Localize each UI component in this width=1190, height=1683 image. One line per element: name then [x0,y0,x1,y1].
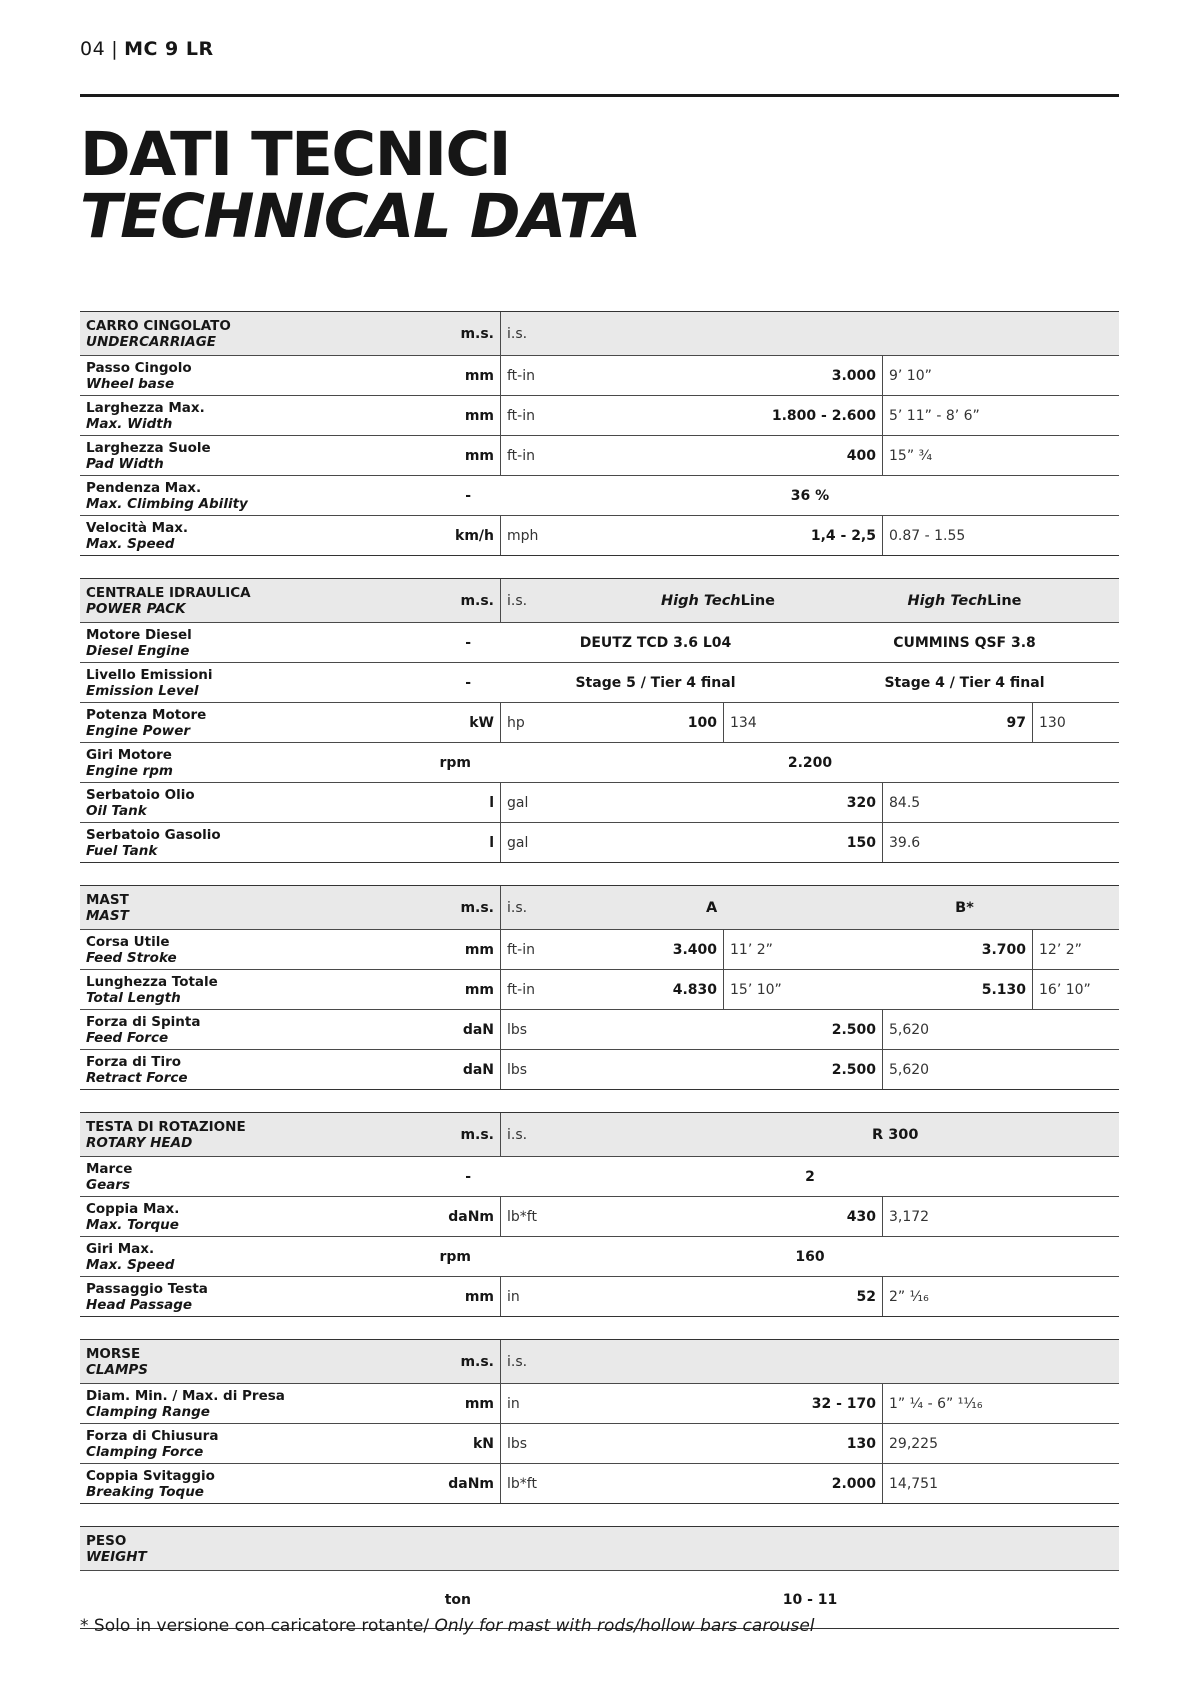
table-row [80,662,1119,702]
label-en: Fuel Tank [86,842,158,859]
imperial-value: 84.5 [889,794,921,811]
label-it: Giri Max. [86,1240,155,1257]
section-title-it: MAST [86,891,129,908]
label-it: Forza di Tiro [86,1053,182,1070]
model-a-value: DEUTZ TCD 3.6 L04 [579,634,732,651]
section-title [80,1113,421,1156]
imperial-system-header: i.s. [507,1353,528,1370]
label-it: Pendenza Max. [86,479,202,496]
column-header-a: A [706,899,718,916]
imperial-unit: ft-in [507,941,535,958]
imperial-unit: hp [507,714,525,731]
imperial-system-header: i.s. [507,325,528,342]
column-header-a-rest: Line [740,592,776,609]
row-label [80,1464,421,1503]
value-cell-a [501,703,724,742]
rotary-head-model: R 300 [872,1126,919,1143]
label-en: Emission Level [86,682,199,699]
column-header-b-italic: High Tech [907,592,988,609]
section-title [80,579,421,622]
value-cell [501,783,883,822]
label-it: Coppia Max. [86,1200,180,1217]
rotary-head-table [80,1112,1119,1317]
row-label [80,1157,421,1196]
imperial-value: 29,225 [889,1435,938,1452]
row-label [80,1010,421,1049]
metric-value: 400 [846,447,876,464]
section-title-en: UNDERCARRIAGE [86,333,217,350]
unit: - [465,634,471,651]
model-name: MC 9 LR [124,38,214,60]
row-label [80,1050,421,1089]
row-label [80,516,421,555]
mast-table [80,885,1119,1090]
metric-system-header: m.s. [421,579,501,622]
section-title-en: CLAMPS [86,1361,149,1378]
imperial-unit: gal [507,834,529,851]
table-row [80,782,1119,822]
value: 160 [795,1248,825,1265]
metric-value: 430 [846,1208,876,1225]
metric-value: 2.500 [831,1061,876,1078]
metric-unit: daNm [421,1464,501,1503]
imperial-value: 5,620 [889,1021,930,1038]
metric-system-header: m.s. [421,1113,501,1156]
imperial-unit: gal [507,794,529,811]
title-english: TECHNICAL DATA [80,181,641,252]
column-header-b: B* [955,899,974,916]
table-row [80,435,1119,475]
table-row [80,1009,1119,1049]
metric-value-b: 3.700 [810,930,1033,969]
imperial-value: 39.6 [889,834,921,851]
label-en: Max. Torque [86,1216,179,1233]
imperial-unit: lb*ft [507,1475,537,1492]
label-it: Serbatoio Olio [86,786,195,803]
value-cell [501,436,883,475]
row-label [80,476,421,515]
model-b-value: CUMMINS QSF 3.8 [893,634,1036,651]
table-header [80,1340,1119,1383]
metric-system-header: m.s. [421,312,501,355]
label-en: Feed Stroke [86,949,177,966]
section-title-it: CARRO CINGOLATO [86,317,231,334]
label-it: Passaggio Testa [86,1280,208,1297]
imperial-value-a: 15’ 10” [730,981,782,998]
value-cell [501,1050,883,1089]
label-en: Max. Speed [86,535,175,552]
footnote-italian: * Solo in versione con caricatore rotante/ [80,1616,435,1636]
imperial-value: 3,172 [889,1208,930,1225]
metric-unit: mm [421,970,501,1009]
label-en: Engine rpm [86,762,173,779]
table-row [80,1463,1119,1503]
label-it: Corsa Utile [86,933,170,950]
spec-tables [80,311,1119,1651]
label-en: Wheel base [86,375,175,392]
label-en: Max. Climbing Ability [86,495,248,512]
table-row [80,475,1119,515]
label-en: Clamping Force [86,1443,204,1460]
metric-unit: mm [421,1384,501,1423]
table-row [80,1423,1119,1463]
imperial-unit: lbs [507,1021,528,1038]
value-cell [501,1010,883,1049]
model-b-value: Stage 4 / Tier 4 final [884,674,1045,691]
table-row [80,1236,1119,1276]
imperial-unit: lbs [507,1061,528,1078]
label-en: Clamping Range [86,1403,210,1420]
column-header-b-rest: Line [987,592,1022,609]
metric-system-header: m.s. [421,886,501,929]
table-row [80,1383,1119,1423]
imperial-value-b: 130 [1039,714,1066,731]
label-en: Head Passage [86,1296,193,1313]
header-separator: | [111,38,119,60]
metric-value-b: 97 [810,703,1033,742]
metric-value: 320 [846,794,876,811]
section-title [80,1527,1119,1570]
section-title [80,1340,421,1383]
unit: - [465,487,471,504]
metric-value: 1,4 - 2,5 [810,527,876,544]
metric-value: 1.800 - 2.600 [771,407,876,424]
table-row [80,742,1119,782]
label-it: Velocità Max. [86,519,189,536]
page-number: 04 [80,38,106,60]
table-row [80,1196,1119,1236]
imperial-value-b: 16’ 10” [1039,981,1091,998]
imperial-unit: lb*ft [507,1208,537,1225]
imperial-unit: ft-in [507,447,535,464]
unit: - [465,1168,471,1185]
table-row [80,702,1119,742]
value: 36 % [790,487,830,504]
metric-value-b: 5.130 [810,970,1033,1009]
imperial-value: 15” ³⁄₄ [889,447,933,464]
label-it: Diam. Min. / Max. di Presa [86,1387,285,1404]
section-title-it: PESO [86,1532,127,1549]
section-title-it: MORSE [86,1345,141,1362]
value-cell [501,1464,883,1503]
label-it: Passo Cingolo [86,359,192,376]
imperial-unit: mph [507,527,539,544]
row-label [80,970,421,1009]
value-cell [501,356,883,395]
weight-unit: ton [444,1591,471,1608]
imperial-value: 9’ 10” [889,367,932,384]
label-en: Max. Speed [86,1256,175,1273]
section-title-en: POWER PACK [86,600,186,617]
metric-value: 32 - 170 [811,1395,876,1412]
label-en: Max. Width [86,415,173,432]
metric-unit: mm [421,930,501,969]
title-italian: DATI TECNICI [80,119,510,190]
label-it: Livello Emissioni [86,666,213,683]
column-header-b [810,579,1119,622]
table-row [80,1156,1119,1196]
metric-unit: kW [421,703,501,742]
table-row [80,822,1119,862]
value-cell [501,1384,883,1423]
metric-value: 150 [846,834,876,851]
unit: - [465,674,471,691]
weight-value: 10 - 11 [782,1591,838,1608]
metric-unit: kN [421,1424,501,1463]
imperial-value: 5’ 11” - 8’ 6” [889,407,980,424]
imperial-value: 1” ¹⁄₄ - 6” ¹¹⁄₁₆ [889,1395,983,1412]
metric-system-header: m.s. [421,1340,501,1383]
row-label [80,703,421,742]
label-it: Marce [86,1160,133,1177]
metric-unit: l [421,783,501,822]
label-it: Giri Motore [86,746,172,763]
table-header [80,579,1119,622]
metric-unit: l [421,823,501,862]
section-title [80,886,421,929]
row-label [80,743,421,782]
row-label [80,436,421,475]
label-en: Engine Power [86,722,191,739]
unit: rpm [439,1248,471,1265]
label-it: Forza di Spinta [86,1013,201,1030]
metric-unit: daN [421,1050,501,1089]
metric-value-a: 100 [687,714,717,731]
imperial-unit: in [507,1395,520,1412]
label-it: Forza di Chiusura [86,1427,219,1444]
imperial-unit: ft-in [507,981,535,998]
imperial-value-a: 11’ 2” [730,941,773,958]
imperial-system-header: i.s. [507,1126,528,1143]
row-label [80,623,421,662]
label-en: Total Length [86,989,181,1006]
table-row [80,622,1119,662]
table-row [80,969,1119,1009]
label-it: Serbatoio Gasolio [86,826,221,843]
table-row [80,515,1119,555]
label-en: Gears [86,1176,131,1193]
page-header [80,38,214,60]
page-title [80,119,641,252]
header-rule [80,94,1119,97]
table-header [80,886,1119,929]
table-row [80,395,1119,435]
metric-value-a: 4.830 [672,981,717,998]
metric-unit: daNm [421,1197,501,1236]
value-cell [501,1424,883,1463]
label-en: Pad Width [86,455,164,472]
table-header [80,312,1119,355]
weight-table [80,1526,1119,1629]
footnote-english: Only for mast with rods/hollow bars carousel [434,1616,815,1636]
row-label [80,663,421,702]
column-header-a [581,579,810,622]
label-it: Coppia Svitaggio [86,1467,215,1484]
section-title-it: TESTA DI ROTAZIONE [86,1118,246,1135]
table-row [80,1276,1119,1316]
power-pack-table [80,578,1119,863]
value-cell [501,516,883,555]
imperial-value: 5,620 [889,1061,930,1078]
section-title-en: MAST [86,907,129,924]
value: 2.200 [787,754,833,771]
row-label [80,1197,421,1236]
label-it: Motore Diesel [86,626,192,643]
value-cell [501,1277,883,1316]
row-label [80,930,421,969]
section-title-it: CENTRALE IDRAULICA [86,584,251,601]
metric-value-a: 3.400 [672,941,717,958]
imperial-unit: ft-in [507,407,535,424]
label-en: Feed Force [86,1029,169,1046]
table-row [80,1049,1119,1089]
label-en: Breaking Toque [86,1483,204,1500]
imperial-value: 0.87 - 1.55 [889,527,966,544]
section-title [80,312,421,355]
metric-unit: km/h [421,516,501,555]
unit: rpm [439,754,471,771]
table-header [80,1113,1119,1156]
metric-value: 130 [846,1435,876,1452]
section-title-en: ROTARY HEAD [86,1134,193,1151]
metric-unit: daN [421,1010,501,1049]
value: 2 [805,1168,815,1185]
label-it: Larghezza Suole [86,439,211,456]
imperial-unit: in [507,1288,520,1305]
clamps-table [80,1339,1119,1504]
value-cell-a [501,970,724,1009]
value-cell [501,823,883,862]
imperial-unit: ft-in [507,367,535,384]
imperial-value: 2” ¹⁄₁₆ [889,1288,929,1305]
metric-value: 3.000 [831,367,876,384]
metric-unit: mm [421,436,501,475]
row-label [80,823,421,862]
metric-value: 52 [856,1288,876,1305]
row-label [80,1237,421,1276]
table-row [80,929,1119,969]
metric-value: 2.000 [831,1475,876,1492]
column-header-a-italic: High Tech [661,592,741,609]
metric-unit: mm [421,1277,501,1316]
footnote [80,1616,815,1636]
label-en: Oil Tank [86,802,147,819]
row-label [80,356,421,395]
label-en: Retract Force [86,1069,188,1086]
row-label [80,1384,421,1423]
value-cell-a [501,930,724,969]
row-label [80,1277,421,1316]
label-en: Diesel Engine [86,642,190,659]
table-row [80,355,1119,395]
label-it: Larghezza Max. [86,399,205,416]
metric-unit: mm [421,356,501,395]
imperial-value-a: 134 [730,714,757,731]
model-a-value: Stage 5 / Tier 4 final [575,674,736,691]
label-it: Potenza Motore [86,706,207,723]
row-label [80,1424,421,1463]
imperial-value: 14,751 [889,1475,938,1492]
table-header [80,1527,1119,1570]
imperial-system-header: i.s. [507,899,528,916]
row-label [80,396,421,435]
label-it: Lunghezza Totale [86,973,218,990]
imperial-unit: lbs [507,1435,528,1452]
undercarriage-table [80,311,1119,556]
metric-value: 2.500 [831,1021,876,1038]
value-cell [501,1197,883,1236]
metric-unit: mm [421,396,501,435]
imperial-value-b: 12’ 2” [1039,941,1082,958]
value-cell [501,396,883,435]
imperial-system-header: i.s. [507,592,528,609]
row-label [80,783,421,822]
section-title-en: WEIGHT [86,1548,147,1565]
